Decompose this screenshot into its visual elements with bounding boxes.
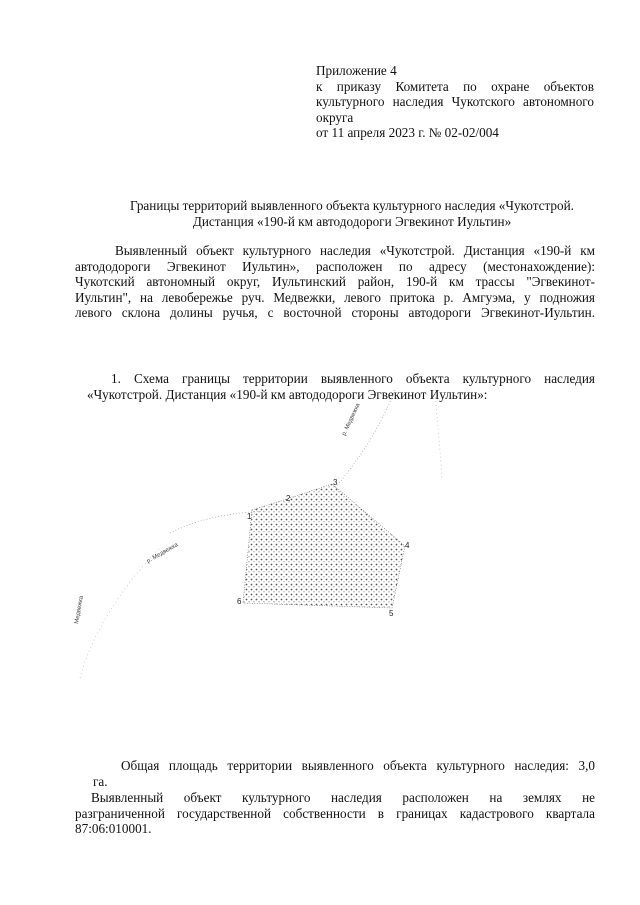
intro-line-5: левого склона долины ручья, с восточной стороны автодороги Эгвекинот-Иультин.	[75, 305, 595, 320]
area-line-2: га.	[93, 773, 108, 789]
point-label-2: 2	[286, 494, 291, 503]
land-status-paragraph	[75, 790, 595, 837]
point-label-3: 3	[333, 478, 338, 487]
appendix-header	[316, 63, 594, 141]
point-label-4: 4	[405, 541, 410, 550]
land-line-2: разграниченной государственной собственности в границах кадастрового квартала	[75, 805, 595, 821]
appendix-date: от 11 апреля 2023 г. № 02-02/004	[316, 125, 499, 140]
point-label-1: 1	[247, 512, 252, 521]
appendix-committee-line: культурного наследия Чукотского автономного	[316, 94, 594, 109]
intro-line-2: автододороги Эгвекинот Иультин», расположен по адресу (местонахождение):	[75, 258, 595, 274]
title-line-1: Границы территорий выявленного объекта культурного наследия «Чукотстрой.	[130, 198, 574, 213]
boundary-polygon	[243, 484, 405, 608]
stream-far-west-line	[80, 548, 160, 678]
intro-line-1: Выявленный объект культурного наследия «Чукотстрой. Дистанция «190-й км	[115, 243, 595, 258]
land-line-3: 87:06:010001.	[75, 821, 152, 836]
area-line-1: Общая площадь территории выявленного объекта культурного наследия: 3,0	[121, 758, 595, 773]
land-line-1: Выявленный объект культурного наследия расположен на землях не	[91, 790, 595, 805]
title-line-2: Дистанция «190-й км автододороги Эгвекинот Иультин»	[192, 213, 512, 229]
section-1-line-2: «Чукотстрой. Дистанция «190-й км автододороги Эгвекинот Иультин»:	[87, 386, 488, 402]
document-title	[92, 198, 612, 229]
point-label-6: 6	[237, 597, 242, 606]
intro-paragraph	[75, 243, 595, 321]
section-1-line-1: 1. Схема границы территории выявленного объекта культурного наследия	[111, 371, 595, 386]
total-area-paragraph	[75, 758, 595, 789]
boundary-map	[60, 388, 480, 688]
stream-north-line	[335, 390, 395, 488]
intro-line-3: Чукотский автономный округ, Иультинский район, 190-й км трассы "Эгвекинот-	[75, 274, 595, 289]
intro-line-4: Иультин", на левобережье руч. Медвежки, левого притока р. Амгуэма, у подножия	[75, 289, 595, 305]
point-label-5: 5	[389, 609, 394, 618]
appendix-order-line: к приказу Комитета по охране объектов	[316, 78, 594, 94]
river-label-west: р. Медвежка	[146, 542, 180, 565]
river-label-north: р. Медвежка	[341, 402, 362, 437]
river-label-left-edge: Медвежка	[74, 595, 85, 625]
appendix-number: Приложение 4	[316, 63, 397, 78]
appendix-region-line: округа	[316, 109, 354, 125]
road-line	[435, 393, 442, 478]
